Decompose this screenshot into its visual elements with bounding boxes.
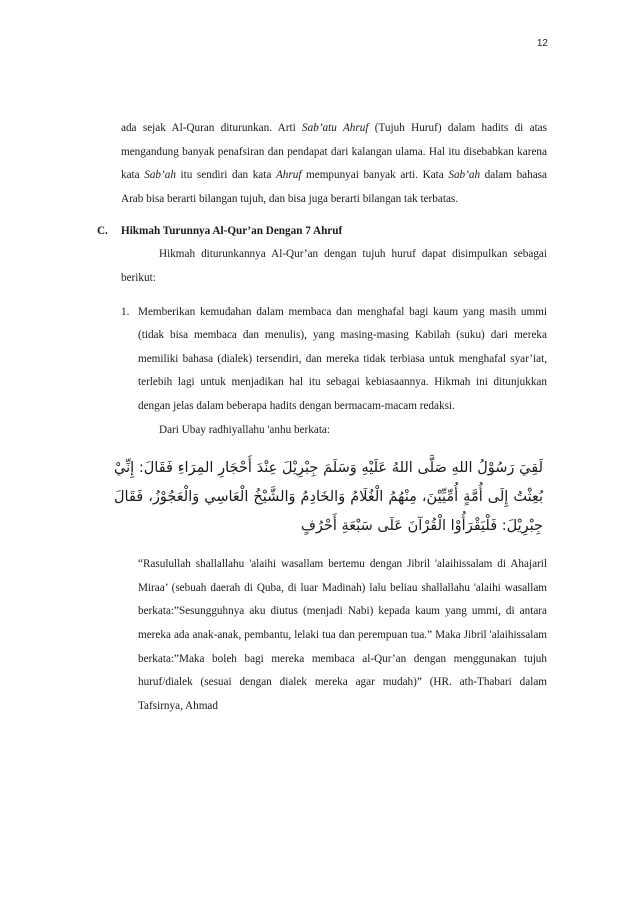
intro-paragraph <box>121 117 547 211</box>
intro-segment: mempunyai banyak arti. Kata <box>301 169 449 182</box>
section-intro: Hikmah diturunkannya Al-Qur’an dengan tujuh huruf dapat disimpulkan sebagai berikut: <box>121 248 547 284</box>
section-heading <box>97 220 547 243</box>
section-letter: C. <box>97 225 108 238</box>
section-title: Hikmah Turunnya Al-Qur’an Dengan 7 Ahruf <box>121 225 343 238</box>
hadith-translation: “Rasulullah shallallahu 'alaihi wasallam bertemu dengan Jibril 'alaihissalam di Ahajaril Miraa’ (sebuah daerah di Quba, di luar Madinah) lalu beliau shallallahu 'alaihi wasallam berkata:”Sesungguhnya aku diutus (menjadi Nabi) kepada kaum yang ummi, di antara mereka ada anak-anak, pembantu, lelaki tua dan perempuan tua.” Maka Jibril 'alaihissalam berkata:”Maka boleh bagi mereka membaca al-Qur’an dengan menggunakan tujuh huruf/dialek (sesuai dengan dialek mereka agar mudah)” (HR. ath-Thabari dalam Tafsirnya, Ahmad <box>138 558 547 712</box>
intro-term-sabah: Sab’ah <box>144 169 176 182</box>
intro-term-ahruf: Ahruf <box>275 169 302 182</box>
intro-term-sabah: Sab’ah <box>448 169 481 182</box>
hadith-arabic-text: لَقِيَ رَسُوْلُ اللهِ صَلَّى اللهُ عَلَيْهِ وَسَلَمَ جِبْرِيْلَ عِنْدَ أَحْجَارِ المِرَاءِ فَقَالَ: إِنِّيْ بُعِثْتُ إِلَى أُمَّةٍ أُمِّيِّيْنَ، مِنْهُمُ الْغُلَامُ وَالخَادِمُ وَالشَّيْخُ الْعَاسِي وَالْعَجُوْزُ، فَقَالَ جِبْرِيْلَ: فَلْيَقْرَأُوْا الْقُرْآنَ عَلَى سَبْعَةِ أَحْرُفٍ <box>114 460 543 535</box>
intro-segment: itu sendiri dan kata <box>175 169 276 182</box>
intro-segment: ada sejak Al-Quran diturunkan. Arti <box>121 122 303 134</box>
page-number: 12 <box>536 38 548 49</box>
list-item-number: 1. <box>121 305 130 318</box>
hadith-narrator: Dari Ubay radhiyallahu 'anhu berkata: <box>159 423 331 436</box>
intro-term-sabatu-ahruf: Sab’atu Ahruf <box>302 122 369 134</box>
list-item <box>121 301 547 443</box>
list-item-text: Memberikan kemudahan dalam membaca dan menghafal bagi kaum yang masih ummi (tidak bisa membaca dan menulis), yang masing-masing Kabilah (suku) dari mereka memiliki bahasa (dialek) tersendiri, dan mereka tidak terbiasa untuk menghafal syar’iat, terlebih lagi untuk menjadikan hal itu sebagai kebiasaannya. Hikmah ini ditunjukkan dengan jelas dalam beberapa hadits dengan bermacam-macam redaksi. <box>138 305 547 412</box>
intro-segment: (Tujuh Huruf) dalam hadits di atas mengandung banyak penafsiran dan pendapat dari kalangan ulama. Hal itu disebabkan karena kata <box>121 122 547 182</box>
page-content <box>97 117 547 718</box>
intro-segment: dalam bahasa Arab bisa berarti bilangan tujuh, dan bisa juga berarti bilangan tak terbatas. <box>121 169 548 205</box>
